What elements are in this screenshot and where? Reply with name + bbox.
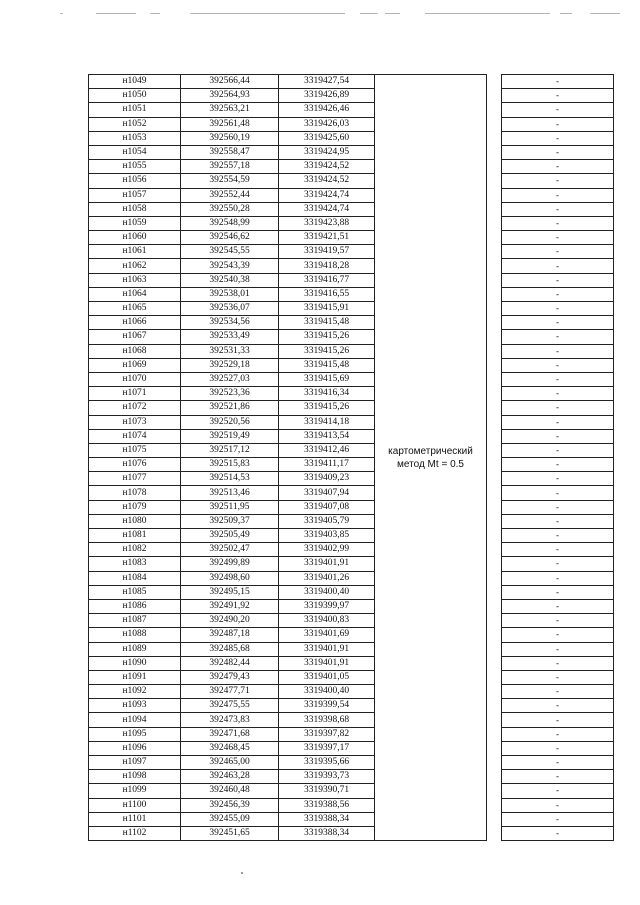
x-coordinate-cell: 392561,48 (181, 117, 279, 131)
y-coordinate-cell: 3319400,83 (279, 614, 375, 628)
y-coordinate-cell: 3319415,26 (279, 330, 375, 344)
point-id-cell: н1073 (89, 415, 181, 429)
note-cell: - (502, 756, 614, 770)
y-coordinate-cell: 3319424,52 (279, 160, 375, 174)
table-row (89, 202, 614, 216)
x-coordinate-cell: 392514,53 (181, 472, 279, 486)
note-cell: - (502, 316, 614, 330)
table-row (89, 756, 614, 770)
x-coordinate-cell: 392490,20 (181, 614, 279, 628)
x-coordinate-cell: 392538,01 (181, 287, 279, 301)
table-row (89, 103, 614, 117)
table-row (89, 812, 614, 826)
point-id-cell: н1050 (89, 89, 181, 103)
point-id-cell: н1049 (89, 75, 181, 89)
x-coordinate-cell: 392456,39 (181, 798, 279, 812)
x-coordinate-cell: 392495,15 (181, 585, 279, 599)
y-coordinate-cell: 3319424,95 (279, 145, 375, 159)
point-id-cell: н1091 (89, 670, 181, 684)
x-coordinate-cell: 392564,93 (181, 89, 279, 103)
note-cell: - (502, 557, 614, 571)
y-coordinate-cell: 3319397,17 (279, 741, 375, 755)
x-coordinate-cell: 392554,59 (181, 174, 279, 188)
note-cell: - (502, 699, 614, 713)
note-cell: - (502, 202, 614, 216)
scan-artifact-top (0, 0, 640, 20)
table-row (89, 472, 614, 486)
note-cell: - (502, 216, 614, 230)
point-id-cell: н1097 (89, 756, 181, 770)
note-cell: - (502, 614, 614, 628)
y-coordinate-cell: 3319388,34 (279, 826, 375, 840)
table-row (89, 784, 614, 798)
x-coordinate-cell: 392566,44 (181, 75, 279, 89)
table-row (89, 89, 614, 103)
point-id-cell: н1087 (89, 614, 181, 628)
note-cell: - (502, 287, 614, 301)
note-cell: - (502, 401, 614, 415)
x-coordinate-cell: 392509,37 (181, 514, 279, 528)
table-row (89, 713, 614, 727)
table-row (89, 529, 614, 543)
y-coordinate-cell: 3319423,88 (279, 216, 375, 230)
x-coordinate-cell: 392563,21 (181, 103, 279, 117)
point-id-cell: н1071 (89, 387, 181, 401)
note-cell: - (502, 259, 614, 273)
x-coordinate-cell: 392463,28 (181, 770, 279, 784)
point-id-cell: н1100 (89, 798, 181, 812)
table-row (89, 543, 614, 557)
y-coordinate-cell: 3319399,97 (279, 599, 375, 613)
y-coordinate-cell: 3319400,40 (279, 585, 375, 599)
x-coordinate-cell: 392502,47 (181, 543, 279, 557)
y-coordinate-cell: 3319425,60 (279, 131, 375, 145)
y-coordinate-cell: 3319407,08 (279, 500, 375, 514)
table-row (89, 585, 614, 599)
note-cell: - (502, 770, 614, 784)
table-row (89, 231, 614, 245)
note-cell: - (502, 685, 614, 699)
x-coordinate-cell: 392540,38 (181, 273, 279, 287)
x-coordinate-cell: 392468,45 (181, 741, 279, 755)
point-id-cell: н1089 (89, 642, 181, 656)
note-cell: - (502, 358, 614, 372)
point-id-cell: н1063 (89, 273, 181, 287)
y-coordinate-cell: 3319424,52 (279, 174, 375, 188)
point-id-cell: н1078 (89, 486, 181, 500)
y-coordinate-cell: 3319405,79 (279, 514, 375, 528)
point-id-cell: н1095 (89, 727, 181, 741)
point-id-cell: н1064 (89, 287, 181, 301)
note-cell: - (502, 543, 614, 557)
note-cell: - (502, 500, 614, 514)
point-id-cell: н1062 (89, 259, 181, 273)
note-cell: - (502, 103, 614, 117)
x-coordinate-cell: 392475,55 (181, 699, 279, 713)
y-coordinate-cell: 3319415,69 (279, 372, 375, 386)
table-row (89, 614, 614, 628)
note-cell: - (502, 330, 614, 344)
point-id-cell: н1098 (89, 770, 181, 784)
x-coordinate-cell: 392543,39 (181, 259, 279, 273)
point-id-cell: н1055 (89, 160, 181, 174)
point-id-cell: н1067 (89, 330, 181, 344)
note-cell: - (502, 302, 614, 316)
spacer-cell (487, 75, 502, 841)
y-coordinate-cell: 3319401,26 (279, 571, 375, 585)
table-row (89, 358, 614, 372)
note-cell: - (502, 344, 614, 358)
point-id-cell: н1070 (89, 372, 181, 386)
note-cell: - (502, 741, 614, 755)
note-cell: - (502, 443, 614, 457)
table-row (89, 798, 614, 812)
table-row (89, 727, 614, 741)
point-id-cell: н1074 (89, 429, 181, 443)
note-cell: - (502, 571, 614, 585)
y-coordinate-cell: 3319426,46 (279, 103, 375, 117)
x-coordinate-cell: 392511,95 (181, 500, 279, 514)
note-cell: - (502, 145, 614, 159)
y-coordinate-cell: 3319416,77 (279, 273, 375, 287)
point-id-cell: н1096 (89, 741, 181, 755)
point-id-cell: н1086 (89, 599, 181, 613)
point-id-cell: н1054 (89, 145, 181, 159)
table-row (89, 500, 614, 514)
table-row (89, 174, 614, 188)
y-coordinate-cell: 3319419,57 (279, 245, 375, 259)
coordinates-table-body (89, 75, 614, 841)
table-row (89, 401, 614, 415)
y-coordinate-cell: 3319415,91 (279, 302, 375, 316)
table-row (89, 486, 614, 500)
point-id-cell: н1057 (89, 188, 181, 202)
y-coordinate-cell: 3319414,18 (279, 415, 375, 429)
y-coordinate-cell: 3319388,34 (279, 812, 375, 826)
y-coordinate-cell: 3319399,54 (279, 699, 375, 713)
x-coordinate-cell: 392519,49 (181, 429, 279, 443)
y-coordinate-cell: 3319426,89 (279, 89, 375, 103)
note-cell: - (502, 628, 614, 642)
y-coordinate-cell: 3319407,94 (279, 486, 375, 500)
coordinates-table (88, 74, 614, 841)
table-row (89, 599, 614, 613)
point-id-cell: н1082 (89, 543, 181, 557)
x-coordinate-cell: 392513,46 (181, 486, 279, 500)
table-row (89, 259, 614, 273)
y-coordinate-cell: 3319400,40 (279, 685, 375, 699)
note-cell: - (502, 429, 614, 443)
y-coordinate-cell: 3319395,66 (279, 756, 375, 770)
note-cell: - (502, 514, 614, 528)
note-cell: - (502, 372, 614, 386)
point-id-cell: н1077 (89, 472, 181, 486)
table-row (89, 273, 614, 287)
x-coordinate-cell: 392534,56 (181, 316, 279, 330)
x-coordinate-cell: 392552,44 (181, 188, 279, 202)
y-coordinate-cell: 3319401,91 (279, 642, 375, 656)
x-coordinate-cell: 392517,12 (181, 443, 279, 457)
y-coordinate-cell: 3319416,55 (279, 287, 375, 301)
point-id-cell: н1083 (89, 557, 181, 571)
table-row (89, 344, 614, 358)
y-coordinate-cell: 3319411,17 (279, 458, 375, 472)
y-coordinate-cell: 3319390,71 (279, 784, 375, 798)
note-cell: - (502, 826, 614, 840)
table-row (89, 216, 614, 230)
point-id-cell: н1093 (89, 699, 181, 713)
point-id-cell: н1068 (89, 344, 181, 358)
x-coordinate-cell: 392545,55 (181, 245, 279, 259)
table-row (89, 656, 614, 670)
note-cell: - (502, 89, 614, 103)
point-id-cell: н1094 (89, 713, 181, 727)
x-coordinate-cell: 392533,49 (181, 330, 279, 344)
x-coordinate-cell: 392487,18 (181, 628, 279, 642)
x-coordinate-cell: 392529,18 (181, 358, 279, 372)
point-id-cell: н1058 (89, 202, 181, 216)
table-row (89, 415, 614, 429)
table-row (89, 443, 614, 457)
method-cell (375, 75, 487, 841)
table-row (89, 287, 614, 301)
point-id-cell: н1079 (89, 500, 181, 514)
table-row (89, 160, 614, 174)
x-coordinate-cell: 392479,43 (181, 670, 279, 684)
x-coordinate-cell: 392471,68 (181, 727, 279, 741)
note-cell: - (502, 160, 614, 174)
x-coordinate-cell: 392557,18 (181, 160, 279, 174)
point-id-cell: н1075 (89, 443, 181, 457)
note-cell: - (502, 231, 614, 245)
point-id-cell: н1088 (89, 628, 181, 642)
x-coordinate-cell: 392550,28 (181, 202, 279, 216)
x-coordinate-cell: 392482,44 (181, 656, 279, 670)
note-cell: - (502, 798, 614, 812)
y-coordinate-cell: 3319415,48 (279, 358, 375, 372)
note-cell: - (502, 727, 614, 741)
note-cell: - (502, 174, 614, 188)
note-cell: - (502, 75, 614, 89)
note-cell: - (502, 415, 614, 429)
table-row (89, 770, 614, 784)
y-coordinate-cell: 3319426,03 (279, 117, 375, 131)
x-coordinate-cell: 392477,71 (181, 685, 279, 699)
point-id-cell: н1059 (89, 216, 181, 230)
y-coordinate-cell: 3319401,69 (279, 628, 375, 642)
x-coordinate-cell: 392527,03 (181, 372, 279, 386)
table-row (89, 429, 614, 443)
point-id-cell: н1090 (89, 656, 181, 670)
table-row (89, 330, 614, 344)
note-cell: - (502, 486, 614, 500)
note-cell: - (502, 656, 614, 670)
point-id-cell: н1056 (89, 174, 181, 188)
x-coordinate-cell: 392451,65 (181, 826, 279, 840)
point-id-cell: н1060 (89, 231, 181, 245)
note-cell: - (502, 585, 614, 599)
x-coordinate-cell: 392558,47 (181, 145, 279, 159)
method-line-2: метод Mt = 0.5 (397, 458, 464, 470)
method-line-1: картометрический (388, 445, 473, 457)
point-id-cell: н1102 (89, 826, 181, 840)
y-coordinate-cell: 3319413,54 (279, 429, 375, 443)
x-coordinate-cell: 392515,83 (181, 458, 279, 472)
note-cell: - (502, 812, 614, 826)
table-row (89, 685, 614, 699)
note-cell: - (502, 784, 614, 798)
point-id-cell: н1066 (89, 316, 181, 330)
point-id-cell: н1052 (89, 117, 181, 131)
point-id-cell: н1101 (89, 812, 181, 826)
note-cell: - (502, 131, 614, 145)
table-row (89, 316, 614, 330)
point-id-cell: н1099 (89, 784, 181, 798)
y-coordinate-cell: 3319415,48 (279, 316, 375, 330)
x-coordinate-cell: 392460,48 (181, 784, 279, 798)
y-coordinate-cell: 3319416,34 (279, 387, 375, 401)
y-coordinate-cell: 3319424,74 (279, 188, 375, 202)
scan-artifact-bottom (241, 872, 243, 874)
x-coordinate-cell: 392536,07 (181, 302, 279, 316)
note-cell: - (502, 188, 614, 202)
point-id-cell: н1065 (89, 302, 181, 316)
table-row (89, 145, 614, 159)
point-id-cell: н1080 (89, 514, 181, 528)
note-cell: - (502, 245, 614, 259)
x-coordinate-cell: 392499,89 (181, 557, 279, 571)
y-coordinate-cell: 3319401,91 (279, 557, 375, 571)
table-row (89, 302, 614, 316)
x-coordinate-cell: 392505,49 (181, 529, 279, 543)
y-coordinate-cell: 3319388,56 (279, 798, 375, 812)
point-id-cell: н1081 (89, 529, 181, 543)
note-cell: - (502, 387, 614, 401)
table-row (89, 571, 614, 585)
y-coordinate-cell: 3319393,73 (279, 770, 375, 784)
y-coordinate-cell: 3319397,82 (279, 727, 375, 741)
y-coordinate-cell: 3319398,68 (279, 713, 375, 727)
y-coordinate-cell: 3319415,26 (279, 401, 375, 415)
table-row (89, 628, 614, 642)
table-row (89, 741, 614, 755)
table-row (89, 826, 614, 840)
table-row (89, 75, 614, 89)
note-cell: - (502, 117, 614, 131)
note-cell: - (502, 273, 614, 287)
x-coordinate-cell: 392491,92 (181, 599, 279, 613)
x-coordinate-cell: 392521,86 (181, 401, 279, 415)
table-row (89, 387, 614, 401)
y-coordinate-cell: 3319424,74 (279, 202, 375, 216)
point-id-cell: н1061 (89, 245, 181, 259)
y-coordinate-cell: 3319412,46 (279, 443, 375, 457)
y-coordinate-cell: 3319415,26 (279, 344, 375, 358)
point-id-cell: н1069 (89, 358, 181, 372)
y-coordinate-cell: 3319427,54 (279, 75, 375, 89)
table-row (89, 245, 614, 259)
x-coordinate-cell: 392523,36 (181, 387, 279, 401)
y-coordinate-cell: 3319418,28 (279, 259, 375, 273)
table-row (89, 514, 614, 528)
point-id-cell: н1053 (89, 131, 181, 145)
y-coordinate-cell: 3319402,99 (279, 543, 375, 557)
y-coordinate-cell: 3319403,85 (279, 529, 375, 543)
x-coordinate-cell: 392546,62 (181, 231, 279, 245)
y-coordinate-cell: 3319401,05 (279, 670, 375, 684)
point-id-cell: н1072 (89, 401, 181, 415)
point-id-cell: н1084 (89, 571, 181, 585)
table-row (89, 557, 614, 571)
note-cell: - (502, 529, 614, 543)
x-coordinate-cell: 392560,19 (181, 131, 279, 145)
table-row (89, 458, 614, 472)
note-cell: - (502, 670, 614, 684)
x-coordinate-cell: 392455,09 (181, 812, 279, 826)
x-coordinate-cell: 392498,60 (181, 571, 279, 585)
table-row (89, 131, 614, 145)
table-row (89, 642, 614, 656)
y-coordinate-cell: 3319401,91 (279, 656, 375, 670)
table-row (89, 670, 614, 684)
table-row (89, 372, 614, 386)
table-row (89, 117, 614, 131)
x-coordinate-cell: 392548,99 (181, 216, 279, 230)
point-id-cell: н1092 (89, 685, 181, 699)
x-coordinate-cell: 392531,33 (181, 344, 279, 358)
point-id-cell: н1085 (89, 585, 181, 599)
note-cell: - (502, 599, 614, 613)
x-coordinate-cell: 392485,68 (181, 642, 279, 656)
note-cell: - (502, 472, 614, 486)
point-id-cell: н1076 (89, 458, 181, 472)
note-cell: - (502, 458, 614, 472)
x-coordinate-cell: 392473,83 (181, 713, 279, 727)
table-row (89, 699, 614, 713)
table-row (89, 188, 614, 202)
y-coordinate-cell: 3319421,51 (279, 231, 375, 245)
note-cell: - (502, 713, 614, 727)
note-cell: - (502, 642, 614, 656)
x-coordinate-cell: 392520,56 (181, 415, 279, 429)
y-coordinate-cell: 3319409,23 (279, 472, 375, 486)
x-coordinate-cell: 392465,00 (181, 756, 279, 770)
point-id-cell: н1051 (89, 103, 181, 117)
